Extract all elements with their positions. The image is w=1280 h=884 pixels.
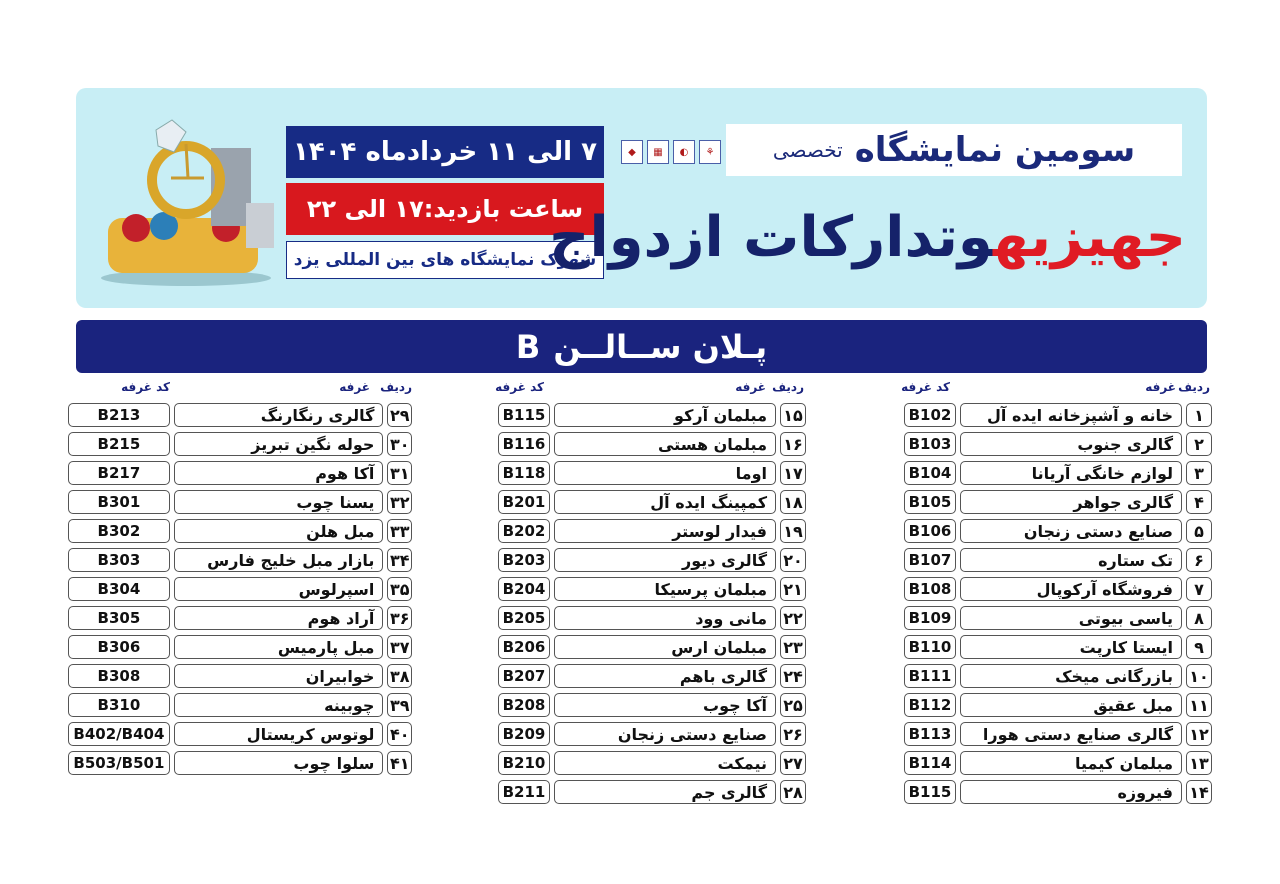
booth-row bbox=[898, 577, 1212, 601]
booth-column-2 bbox=[490, 378, 806, 804]
booth-row bbox=[898, 664, 1212, 688]
booth-code: B112 bbox=[904, 693, 956, 717]
title-blue: وتدارکات ازدواج bbox=[549, 205, 993, 270]
booth-name: مبل هلن bbox=[174, 519, 384, 543]
booth-row bbox=[68, 519, 412, 543]
booth-name: فروشگاه آرکوپال bbox=[960, 577, 1182, 601]
booth-code: B109 bbox=[904, 606, 956, 630]
booth-name: مبلمان هستی bbox=[554, 432, 776, 456]
booth-name: گالری جم bbox=[554, 780, 776, 804]
booth-name: آکا هوم bbox=[174, 461, 384, 485]
row-number: ۳۲ bbox=[387, 490, 412, 514]
header-row: ردیف bbox=[380, 380, 412, 394]
row-number: ۱۰ bbox=[1186, 664, 1212, 688]
booth-row bbox=[490, 780, 806, 804]
booth-name: صنایع دستی زنجان bbox=[554, 722, 776, 746]
booth-name: فیدار لوستر bbox=[554, 519, 776, 543]
booth-code: B115 bbox=[498, 403, 550, 427]
header-code: کد غرفه bbox=[495, 380, 544, 394]
booth-name: لوتوس کریستال bbox=[174, 722, 384, 746]
booth-code: B206 bbox=[498, 635, 550, 659]
row-number: ۳۷ bbox=[387, 635, 412, 659]
booth-row bbox=[68, 403, 412, 427]
booth-name: کمپینگ ایده آل bbox=[554, 490, 776, 514]
row-number: ۵ bbox=[1186, 519, 1212, 543]
row-number: ۱۲ bbox=[1186, 722, 1212, 746]
booth-name: اسپرلوس bbox=[174, 577, 384, 601]
booth-name: یاسی بیوتی bbox=[960, 606, 1182, 630]
booth-code: B106 bbox=[904, 519, 956, 543]
venue: شهرک نمایشگاه های بین المللی یزد bbox=[286, 241, 604, 279]
row-number: ۴۱ bbox=[387, 751, 412, 775]
booth-code: B402/B404 bbox=[68, 722, 170, 746]
booth-row bbox=[898, 403, 1212, 427]
booth-row bbox=[68, 722, 412, 746]
booth-row bbox=[898, 606, 1212, 630]
booth-row bbox=[898, 490, 1212, 514]
booth-name: خانه و آشپزخانه ایده آل bbox=[960, 403, 1182, 427]
booth-name: مبل پارمیس bbox=[174, 635, 384, 659]
row-number: ۳۹ bbox=[387, 693, 412, 717]
exhibition-title bbox=[549, 188, 1186, 288]
logo-icon: ▦ bbox=[647, 140, 669, 164]
booth-row bbox=[68, 490, 412, 514]
booth-row bbox=[490, 693, 806, 717]
row-number: ۸ bbox=[1186, 606, 1212, 630]
booth-row bbox=[490, 490, 806, 514]
booth-code: B202 bbox=[498, 519, 550, 543]
row-number: ۲۲ bbox=[780, 606, 806, 630]
booth-name: گالری صنایع دستی هورا bbox=[960, 722, 1182, 746]
header-booth: غرفه bbox=[735, 380, 766, 394]
logo-icon: ⚘ bbox=[699, 140, 721, 164]
booth-row bbox=[68, 664, 412, 688]
booth-code: B204 bbox=[498, 577, 550, 601]
booth-code: B103 bbox=[904, 432, 956, 456]
row-number: ۳۰ bbox=[387, 432, 412, 456]
booth-code: B308 bbox=[68, 664, 170, 688]
booth-row bbox=[490, 461, 806, 485]
booth-row bbox=[490, 577, 806, 601]
row-number: ۲۱ bbox=[780, 577, 806, 601]
booth-row bbox=[68, 751, 412, 775]
booth-name: چوبینه bbox=[174, 693, 384, 717]
header-code: کد غرفه bbox=[901, 380, 950, 394]
booth-code: B105 bbox=[904, 490, 956, 514]
booth-code: B114 bbox=[904, 751, 956, 775]
booth-code: B209 bbox=[498, 722, 550, 746]
booth-code: B116 bbox=[498, 432, 550, 456]
booth-name: آراد هوم bbox=[174, 606, 384, 630]
booth-code: B203 bbox=[498, 548, 550, 572]
booth-code: B213 bbox=[68, 403, 170, 427]
event-banner bbox=[76, 88, 1207, 308]
booth-code: B102 bbox=[904, 403, 956, 427]
booth-row bbox=[490, 519, 806, 543]
booth-code: B108 bbox=[904, 577, 956, 601]
booth-name: گالری جواهر bbox=[960, 490, 1182, 514]
edition-sub: تخصصی bbox=[772, 138, 843, 162]
booth-column-3 bbox=[68, 378, 412, 775]
row-number: ۹ bbox=[1186, 635, 1212, 659]
booth-row bbox=[490, 635, 806, 659]
booth-name: حوله نگین تبریز bbox=[174, 432, 384, 456]
booth-name: صنایع دستی زنجان bbox=[960, 519, 1182, 543]
booth-name: یسنا چوب bbox=[174, 490, 384, 514]
row-number: ۳ bbox=[1186, 461, 1212, 485]
booth-name: نیمکت bbox=[554, 751, 776, 775]
logo-icon: ◐ bbox=[673, 140, 695, 164]
booth-name: مبلمان پرسیکا bbox=[554, 577, 776, 601]
column-header bbox=[490, 378, 806, 400]
booth-row bbox=[490, 664, 806, 688]
row-number: ۱۱ bbox=[1186, 693, 1212, 717]
column-header bbox=[68, 378, 412, 400]
row-number: ۱۷ bbox=[780, 461, 806, 485]
row-number: ۱۶ bbox=[780, 432, 806, 456]
row-number: ۲۶ bbox=[780, 722, 806, 746]
booth-row bbox=[898, 722, 1212, 746]
booth-code: B211 bbox=[498, 780, 550, 804]
row-number: ۴ bbox=[1186, 490, 1212, 514]
booth-row bbox=[68, 635, 412, 659]
row-number: ۶ bbox=[1186, 548, 1212, 572]
booth-row bbox=[898, 432, 1212, 456]
booth-code: B118 bbox=[498, 461, 550, 485]
booth-row bbox=[68, 577, 412, 601]
header-booth: غرفه bbox=[339, 380, 370, 394]
booth-code: B104 bbox=[904, 461, 956, 485]
booth-name: بازار مبل خلیج فارس bbox=[174, 548, 384, 572]
row-number: ۴۰ bbox=[387, 722, 412, 746]
header-row: ردیف bbox=[772, 380, 804, 394]
booth-code: B208 bbox=[498, 693, 550, 717]
booth-name: سلوا چوب bbox=[174, 751, 384, 775]
row-number: ۱۸ bbox=[780, 490, 806, 514]
header-code: کد غرفه bbox=[121, 380, 170, 394]
row-number: ۳۸ bbox=[387, 664, 412, 688]
booth-code: B113 bbox=[904, 722, 956, 746]
visiting-hours: ساعت بازدید:۱۷ الی ۲۲ bbox=[286, 183, 604, 235]
booth-name: خوابیران bbox=[174, 664, 384, 688]
booth-row bbox=[68, 693, 412, 717]
edition-main: سومین نمایشگاه bbox=[854, 130, 1136, 170]
header-booth: غرفه bbox=[1145, 380, 1176, 394]
booth-row bbox=[68, 548, 412, 572]
row-number: ۲ bbox=[1186, 432, 1212, 456]
edition-title bbox=[726, 124, 1182, 176]
row-number: ۲۵ bbox=[780, 693, 806, 717]
booth-code: B310 bbox=[68, 693, 170, 717]
sponsor-logos bbox=[621, 140, 721, 164]
promo-illustration bbox=[86, 108, 281, 288]
booth-code: B305 bbox=[68, 606, 170, 630]
booth-row bbox=[898, 780, 1212, 804]
booth-row bbox=[490, 751, 806, 775]
booth-column-1 bbox=[898, 378, 1212, 804]
row-number: ۲۳ bbox=[780, 635, 806, 659]
booth-code: B217 bbox=[68, 461, 170, 485]
row-number: ۱ bbox=[1186, 403, 1212, 427]
row-number: ۱۳ bbox=[1186, 751, 1212, 775]
booth-name: اوما bbox=[554, 461, 776, 485]
booth-row bbox=[898, 519, 1212, 543]
booth-name: مانی وود bbox=[554, 606, 776, 630]
booth-name: بازرگانی میخک bbox=[960, 664, 1182, 688]
booth-code: B115 bbox=[904, 780, 956, 804]
column-header bbox=[898, 378, 1212, 400]
row-number: ۲۷ bbox=[780, 751, 806, 775]
booth-row bbox=[68, 432, 412, 456]
booth-row bbox=[898, 461, 1212, 485]
row-number: ۲۹ bbox=[387, 403, 412, 427]
header-row: ردیف bbox=[1178, 380, 1210, 394]
booth-row bbox=[898, 751, 1212, 775]
booth-code: B205 bbox=[498, 606, 550, 630]
booth-name: ایستا کارپت bbox=[960, 635, 1182, 659]
row-number: ۲۴ bbox=[780, 664, 806, 688]
booth-name: مبل عقیق bbox=[960, 693, 1182, 717]
row-number: ۲۸ bbox=[780, 780, 806, 804]
row-number: ۳۶ bbox=[387, 606, 412, 630]
booth-row bbox=[490, 403, 806, 427]
booth-row bbox=[898, 693, 1212, 717]
booth-code: B210 bbox=[498, 751, 550, 775]
hall-title: پـلان ســالــن B bbox=[76, 320, 1207, 373]
row-number: ۱۵ bbox=[780, 403, 806, 427]
booth-code: B303 bbox=[68, 548, 170, 572]
booth-name: فیروزه bbox=[960, 780, 1182, 804]
booth-name: مبلمان ارس bbox=[554, 635, 776, 659]
booth-name: گالری دیور bbox=[554, 548, 776, 572]
booth-name: مبلمان آرکو bbox=[554, 403, 776, 427]
row-number: ۱۴ bbox=[1186, 780, 1212, 804]
booth-code: B215 bbox=[68, 432, 170, 456]
booth-row bbox=[490, 432, 806, 456]
row-number: ۳۱ bbox=[387, 461, 412, 485]
booth-row bbox=[68, 606, 412, 630]
booth-code: B503/B501 bbox=[68, 751, 170, 775]
booth-name: آکا چوب bbox=[554, 693, 776, 717]
booth-code: B107 bbox=[904, 548, 956, 572]
booth-code: B304 bbox=[68, 577, 170, 601]
row-number: ۱۹ bbox=[780, 519, 806, 543]
booth-code: B306 bbox=[68, 635, 170, 659]
booth-name: لوازم خانگی آریانا bbox=[960, 461, 1182, 485]
booth-code: B111 bbox=[904, 664, 956, 688]
row-number: ۲۰ bbox=[780, 548, 806, 572]
row-number: ۳۳ bbox=[387, 519, 412, 543]
booth-name: گالری رنگارنگ bbox=[174, 403, 384, 427]
booth-name: گالری باهم bbox=[554, 664, 776, 688]
row-number: ۳۵ bbox=[387, 577, 412, 601]
booth-row bbox=[898, 635, 1212, 659]
booth-name: تک ستاره bbox=[960, 548, 1182, 572]
booth-name: گالری جنوب bbox=[960, 432, 1182, 456]
booth-code: B110 bbox=[904, 635, 956, 659]
booth-code: B301 bbox=[68, 490, 170, 514]
booth-code: B302 bbox=[68, 519, 170, 543]
logo-icon: ◆ bbox=[621, 140, 643, 164]
booth-row bbox=[490, 606, 806, 630]
booth-row bbox=[490, 548, 806, 572]
booth-code: B201 bbox=[498, 490, 550, 514]
row-number: ۳۴ bbox=[387, 548, 412, 572]
row-number: ۷ bbox=[1186, 577, 1212, 601]
booth-row bbox=[898, 548, 1212, 572]
booth-row bbox=[490, 722, 806, 746]
booth-name: مبلمان کیمیا bbox=[960, 751, 1182, 775]
event-date: ۷ الی ۱۱ خردادماه ۱۴۰۴ bbox=[286, 126, 604, 178]
title-red: جهیزیه bbox=[992, 205, 1186, 270]
booth-code: B207 bbox=[498, 664, 550, 688]
booth-row bbox=[68, 461, 412, 485]
